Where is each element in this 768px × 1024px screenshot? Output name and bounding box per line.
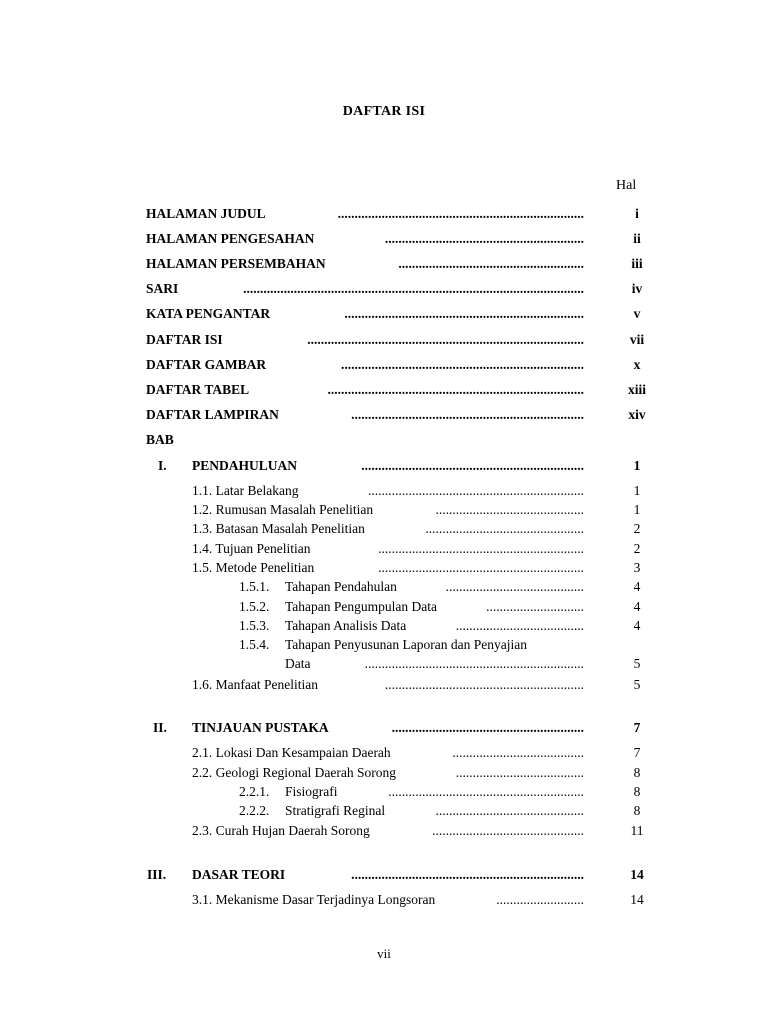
page-number: 1 — [633, 502, 641, 517]
entry-title: 1.1. Latar Belakang — [192, 483, 299, 498]
page-number: 1 — [633, 458, 641, 473]
dot-leader: ............................................... — [425, 521, 584, 536]
toc-section — [0, 744, 768, 762]
toc-section — [0, 501, 768, 519]
dot-leader: ........................................................................ — [341, 357, 584, 372]
dot-leader: .................................................................................. — [307, 332, 584, 347]
page-number: 8 — [633, 765, 641, 780]
page-number: xiii — [627, 382, 646, 397]
dot-leader: ........................................................... — [384, 231, 584, 246]
dot-leader: ............................................................................ — [327, 382, 584, 397]
dot-leader: ...................................... — [455, 618, 584, 633]
entry-title: 2.2. Geologi Regional Daerah Sorong — [192, 765, 396, 780]
toc-subsection — [0, 802, 768, 820]
entry-title: Data — [285, 656, 311, 671]
toc-subsection — [0, 617, 768, 635]
page-number: 7 — [633, 745, 641, 760]
toc-section — [0, 764, 768, 782]
entry-title: Stratigrafi Reginal — [285, 803, 386, 818]
toc-section — [0, 482, 768, 500]
entry-title: 2.3. Curah Hujan Daerah Sorong — [192, 823, 370, 838]
toc-section — [0, 540, 768, 558]
entry-title: Tahapan Pendahulan — [285, 579, 397, 594]
subsection-number: 1.5.2. — [239, 599, 270, 614]
entry-title: HALAMAN PERSEMBAHAN — [146, 256, 326, 271]
page-number: x — [633, 357, 641, 372]
toc-main-entry — [0, 205, 768, 223]
dot-leader: ......................................................................... — [337, 206, 584, 221]
subsection-number: 1.5.1. — [239, 579, 270, 594]
toc-main-entry — [0, 381, 768, 399]
page-number: 2 — [633, 541, 641, 556]
dot-leader: ............................................ — [435, 803, 584, 818]
toc-section — [0, 520, 768, 538]
dot-leader: ............................................ — [435, 502, 584, 517]
dot-leader: ................................................................ — [368, 483, 584, 498]
dot-leader: ....................................................................... — [344, 306, 584, 321]
chapter-numeral: III. — [147, 867, 167, 882]
subsection-number: 2.2.2. — [239, 803, 270, 818]
entry-title: HALAMAN PENGESAHAN — [146, 231, 315, 246]
toc-main-entry — [0, 280, 768, 298]
footer-page-number: vii — [377, 946, 391, 961]
dot-leader: ...................................... — [455, 765, 584, 780]
dot-leader: ............................................................. — [378, 541, 584, 556]
entry-title: SARI — [146, 281, 179, 296]
entry-title: 1.2. Rumusan Masalah Penelitian — [192, 502, 374, 517]
page-number: xiv — [628, 407, 646, 422]
page-number: 14 — [630, 867, 644, 882]
page-number: ii — [633, 231, 641, 246]
entry-title: KATA PENGANTAR — [146, 306, 271, 321]
page-column-label: Hal — [616, 178, 637, 193]
toc-subsection — [0, 578, 768, 596]
entry-title: 3.1. Mekanisme Dasar Terjadinya Longsoran — [192, 892, 436, 907]
entry-title: Tahapan Pengumpulan Data — [285, 599, 438, 614]
page-number: 3 — [633, 560, 641, 575]
entry-title: 1.3. Batasan Masalah Penelitian — [192, 521, 365, 536]
chapter-numeral: I. — [158, 458, 167, 473]
page-number: 4 — [633, 599, 641, 614]
entry-title: 1.6. Manfaat Penelitian — [192, 677, 318, 692]
toc-bab-heading — [0, 431, 768, 449]
toc-section — [0, 822, 768, 840]
entry-title: TINJAUAN PUSTAKA — [192, 720, 329, 735]
toc-main-entry — [0, 305, 768, 323]
toc-subsection — [0, 598, 768, 616]
page-number: 4 — [633, 618, 641, 633]
page-number: 11 — [630, 823, 644, 838]
dot-leader: ................................................................. — [364, 656, 584, 671]
dot-leader: .................................................................. — [361, 458, 584, 473]
page-number: v — [633, 306, 641, 321]
entry-title: 1.4. Tujuan Penelitian — [192, 541, 311, 556]
subsection-number: 1.5.3. — [239, 618, 270, 633]
entry-title: Tahapan Analisis Data — [285, 618, 407, 633]
page-number: 2 — [633, 521, 641, 536]
page-number: iv — [631, 281, 643, 296]
page-number: 1 — [633, 483, 641, 498]
toc-main-entry — [0, 255, 768, 273]
entry-title: DAFTAR GAMBAR — [146, 357, 267, 372]
dot-leader: ..................................................................................................... — [243, 281, 584, 296]
toc-subsection — [0, 783, 768, 801]
entry-title: DAFTAR ISI — [146, 332, 223, 347]
page-number: 14 — [630, 892, 644, 907]
dot-leader: ............................. — [486, 599, 584, 614]
entry-title: 1.5. Metode Penelitian — [192, 560, 315, 575]
dot-leader: ............................................................. — [378, 560, 584, 575]
dot-leader: ......................................................... — [391, 720, 584, 735]
subsection-number: 1.5.4. — [239, 637, 270, 652]
toc-main-entry — [0, 230, 768, 248]
toc-chapter — [0, 719, 768, 737]
toc-section — [0, 891, 768, 909]
page-number: 8 — [633, 803, 641, 818]
entry-title: Tahapan Penyusunan Laporan dan Penyajian — [285, 637, 527, 652]
toc-section — [0, 559, 768, 577]
page-number: iii — [631, 256, 643, 271]
page-number: 8 — [633, 784, 641, 799]
page-number: 4 — [633, 579, 641, 594]
toc-subsection-continued — [0, 655, 768, 673]
entry-title: DASAR TEORI — [192, 867, 286, 882]
dot-leader: ..................................................................... — [351, 407, 584, 422]
dot-leader: .......................................................... — [388, 784, 584, 799]
toc-chapter — [0, 457, 768, 475]
subsection-number: 2.2.1. — [239, 784, 270, 799]
toc-main-entry — [0, 406, 768, 424]
chapter-numeral: II. — [153, 720, 167, 735]
page-number: i — [635, 206, 639, 221]
entry-title: DAFTAR LAMPIRAN — [146, 407, 279, 422]
dot-leader: ..................................................................... — [351, 867, 584, 882]
entry-title: HALAMAN JUDUL — [146, 206, 266, 221]
entry-title: DAFTAR TABEL — [146, 382, 250, 397]
entry-title: BAB — [146, 432, 174, 447]
page-number: vii — [629, 332, 645, 347]
toc-subsection — [0, 636, 768, 654]
toc-section — [0, 676, 768, 694]
toc-main-entry — [0, 356, 768, 374]
page-number: 7 — [633, 720, 641, 735]
dot-leader: .......................... — [496, 892, 584, 907]
toc-chapter — [0, 866, 768, 884]
toc-main-entry — [0, 331, 768, 349]
entry-title: 2.1. Lokasi Dan Kesampaian Daerah — [192, 745, 391, 760]
page-number: 5 — [633, 677, 641, 692]
dot-leader: ......................................... — [445, 579, 584, 594]
page-title: DAFTAR ISI — [342, 104, 426, 119]
page-number: 5 — [633, 656, 641, 671]
dot-leader: ....................................................... — [398, 256, 584, 271]
dot-leader: ............................................. — [432, 823, 584, 838]
entry-title: PENDAHULUAN — [192, 458, 298, 473]
dot-leader: ....................................... — [452, 745, 584, 760]
entry-title: Fisiografi — [285, 784, 338, 799]
dot-leader: ........................................................... — [384, 677, 584, 692]
